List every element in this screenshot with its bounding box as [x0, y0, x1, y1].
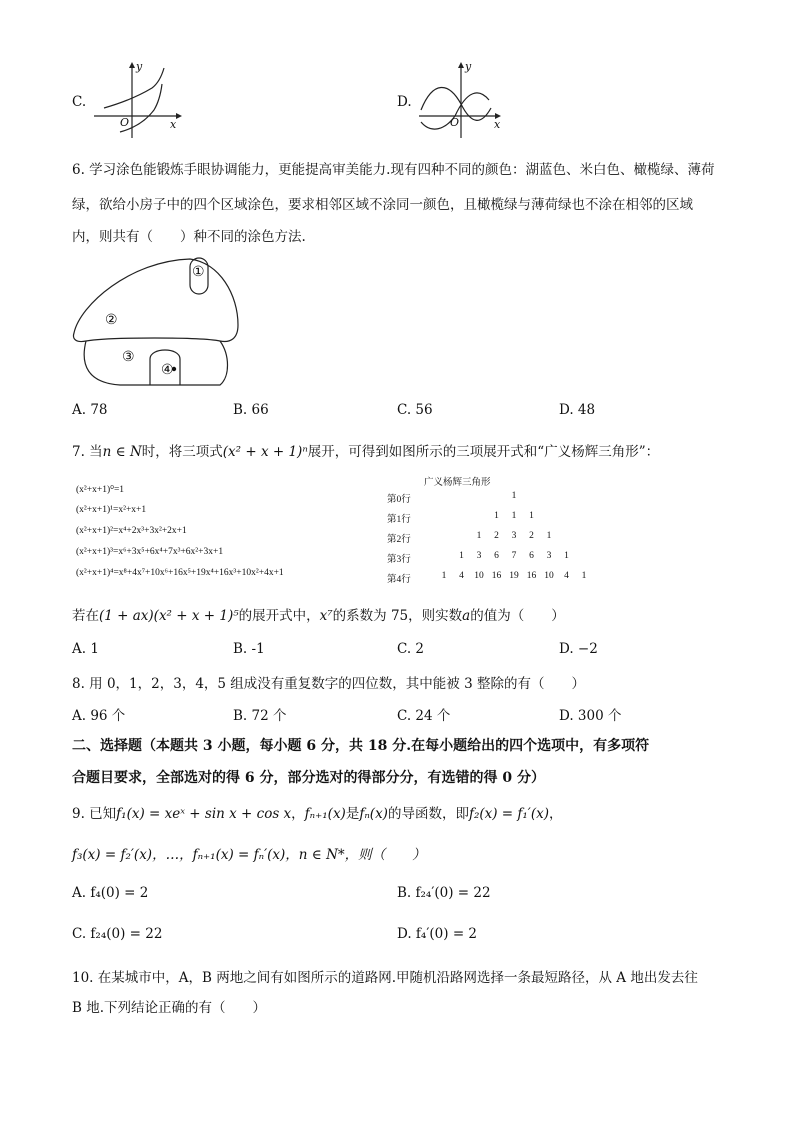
q5d-x-label: x	[494, 118, 501, 131]
q7-option-a[interactable]: A. 1	[72, 641, 99, 657]
y-axis-arrow-icon	[458, 62, 464, 68]
triangle-cell: 1	[511, 491, 517, 501]
q8-option-d[interactable]: D. 300 个	[559, 708, 622, 724]
triangle-cell: 3	[546, 551, 552, 561]
q9-option-b[interactable]: B. f₂₄′(0) = 22	[397, 885, 491, 901]
expansion-4: (x²+x+1)⁴=x⁸+4x⁷+10x⁶+16x⁵+19x⁴+16x³+10x²+4x+1	[76, 568, 284, 578]
q9-line1-end: ，	[549, 806, 563, 822]
triangle-cell: 1	[459, 551, 464, 561]
triangle-cell: 1	[511, 511, 517, 521]
q7-option-c[interactable]: C. 2	[397, 641, 425, 657]
triangle-cell: 2	[494, 531, 499, 541]
section-2-heading-line-2: 合题目要求，全部选对的得 6 分，部分选对的得部分分，有选错的得 0 分）	[72, 770, 545, 786]
q9-line1-fn: fₙ(x)	[359, 806, 388, 822]
triangle-cell: 2	[529, 531, 534, 541]
region-1-label: ①	[192, 264, 205, 280]
x-axis-arrow-icon	[176, 113, 182, 119]
triangle-cell: 19	[509, 571, 519, 581]
q9-line1-eq: f₂(x) = f₁′(x)	[468, 806, 550, 822]
triangle-cell: 10	[544, 571, 554, 581]
q7-question-pre: 若在	[72, 608, 99, 624]
triangle-cell: 1	[529, 511, 534, 521]
q7-intro-pre: 7. 当	[72, 444, 103, 460]
row-label-0: 第0行	[387, 495, 411, 505]
q6-option-b[interactable]: B. 66	[233, 402, 269, 418]
wall-region	[84, 341, 227, 385]
triangle-cell: 1	[581, 571, 587, 581]
row-label-2: 第2行	[387, 535, 411, 545]
row-label-3: 第3行	[387, 555, 411, 565]
q9-line1-deriv: 的导函数，即	[387, 806, 469, 822]
expansion-1: (x²+x+1)¹=x²+x+1	[76, 505, 147, 515]
region-3-label: ③	[122, 349, 135, 365]
q9-line1-rec: fₙ₊₁(x)	[304, 806, 346, 822]
triangle-cell: 16	[526, 571, 537, 581]
q8-option-a[interactable]: A. 96 个	[72, 708, 126, 724]
triangle-title: 广义杨辉三角形	[424, 478, 491, 488]
q9-option-c[interactable]: C. f₂₄(0) = 22	[72, 926, 163, 942]
q9-line1-is: 是	[345, 806, 360, 822]
q5d-y-label: y	[465, 60, 472, 73]
row-label-1: 第1行	[387, 515, 411, 525]
q7-question-end: 的值为（ ）	[470, 608, 565, 624]
curve-upper	[104, 68, 164, 108]
triangle-cell: 7	[511, 551, 517, 561]
y-axis-arrow-icon	[129, 62, 135, 68]
q9-line1-pre: 9. 已知	[72, 806, 117, 822]
triangle-cell: 1	[441, 571, 447, 581]
triangle-cell: 1	[564, 551, 569, 561]
q7-question-var: a	[462, 608, 471, 624]
q5c-x-label: x	[170, 118, 177, 131]
q9-line1-mid: ，	[291, 806, 305, 822]
q7-question-post: 的系数为 75，则实数	[332, 608, 463, 624]
roof-region	[74, 259, 239, 342]
q7-intro-expr: (x² + x + 1)ⁿ	[222, 444, 308, 460]
q9-line-1	[72, 802, 563, 822]
q5-option-d-label[interactable]: D.	[397, 94, 412, 110]
q9-option-d[interactable]: D. f₄′(0) = 2	[397, 926, 478, 942]
q7-option-b[interactable]: B. -1	[233, 641, 265, 657]
triangle-cell: 1	[476, 531, 482, 541]
q7-intro-post: 展开，可得到如图所示的三项展开式和“广义杨辉三角形”：	[307, 444, 660, 460]
triangle-cell: 4	[459, 571, 464, 581]
q6-line-1: 6. 学习涂色能锻炼手眼协调能力，更能提高审美能力.现有四种不同的颜色：湖蓝色、米白色、橄榄绿、薄荷	[72, 162, 715, 178]
q6-option-c[interactable]: C. 56	[397, 402, 433, 418]
q9-line1-f1: f₁(x) = xeˣ + sin x + cos x	[116, 806, 292, 822]
q9-option-a[interactable]: A. f₄(0) = 2	[72, 885, 149, 901]
q5-option-c-label[interactable]: C.	[72, 94, 87, 110]
triangle-cell: 16	[491, 571, 502, 581]
house-figure	[70, 255, 240, 395]
section-2-heading-line-1: 二、选择题（本题共 3 小题，每小题 6 分，共 18 分.在每小题给出的四个选项中，有多项符	[72, 738, 650, 754]
q7-intro-cond: n ∈ N	[102, 444, 142, 460]
q8-option-b[interactable]: B. 72 个	[233, 708, 287, 724]
q6-line-3: 内，则共有（ ）种不同的涂色方法.	[72, 229, 306, 245]
q7-intro	[72, 440, 659, 460]
triangle-cell: 1	[546, 531, 552, 541]
q5d-origin-label: O	[450, 116, 460, 129]
q5c-y-label: y	[136, 60, 143, 73]
q9-line-2: f₃(x) = f₂′(x)，…，fₙ₊₁(x) = fₙ′(x)，n ∈ N*，则（ ）	[72, 847, 426, 863]
q6-option-d[interactable]: D. 48	[559, 402, 596, 418]
q7-question	[72, 604, 565, 624]
expansion-2: (x²+x+1)²=x⁴+2x³+3x²+2x+1	[76, 526, 187, 536]
expansion-0: (x²+x+1)⁰=1	[76, 485, 125, 495]
q8-option-c[interactable]: C. 24 个	[397, 708, 451, 724]
triangle-cell: 10	[474, 571, 484, 581]
q7-option-d[interactable]: D. −2	[559, 641, 598, 657]
triangle-cell: 3	[476, 551, 482, 561]
region-4-label: ④	[161, 362, 174, 378]
q5c-origin-label: O	[120, 116, 130, 129]
expansion-3: (x²+x+1)³=x⁶+3x⁵+6x⁴+7x³+6x²+3x+1	[76, 547, 224, 557]
triangle-cell: 1	[494, 511, 499, 521]
row-label-4: 第4行	[387, 575, 411, 585]
triangle-cell: 6	[494, 551, 499, 561]
q7-question-term: x⁷	[319, 608, 333, 624]
q10-line-1: 10. 在某城市中，A，B 两地之间有如图所示的道路网.甲随机沿路网选择一条最短路径，从 A 地出发去往	[72, 970, 698, 986]
q7-question-mid: 的展开式中，	[238, 608, 320, 624]
triangle-cell: 4	[564, 571, 569, 581]
q8-text: 8. 用 0，1，2，3，4，5 组成没有重复数字的四位数，其中能被 3 整除的有（ ）	[72, 676, 585, 692]
q6-option-a[interactable]: A. 78	[72, 402, 108, 418]
triangle-cell: 3	[511, 531, 517, 541]
triangle-cell: 6	[529, 551, 534, 561]
q7-question-expr: (1 + ax)(x² + x + 1)⁵	[99, 608, 239, 624]
q6-line-2: 绿，欲给小房子中的四个区域涂色，要求相邻区域不涂同一颜色，且橄榄绿与薄荷绿也不涂在相邻的区域	[72, 197, 693, 213]
q10-line-2: B 地.下列结论正确的有（ ）	[72, 1000, 267, 1016]
region-2-label: ②	[105, 312, 118, 328]
q7-intro-mid: 时，将三项式	[141, 444, 223, 460]
